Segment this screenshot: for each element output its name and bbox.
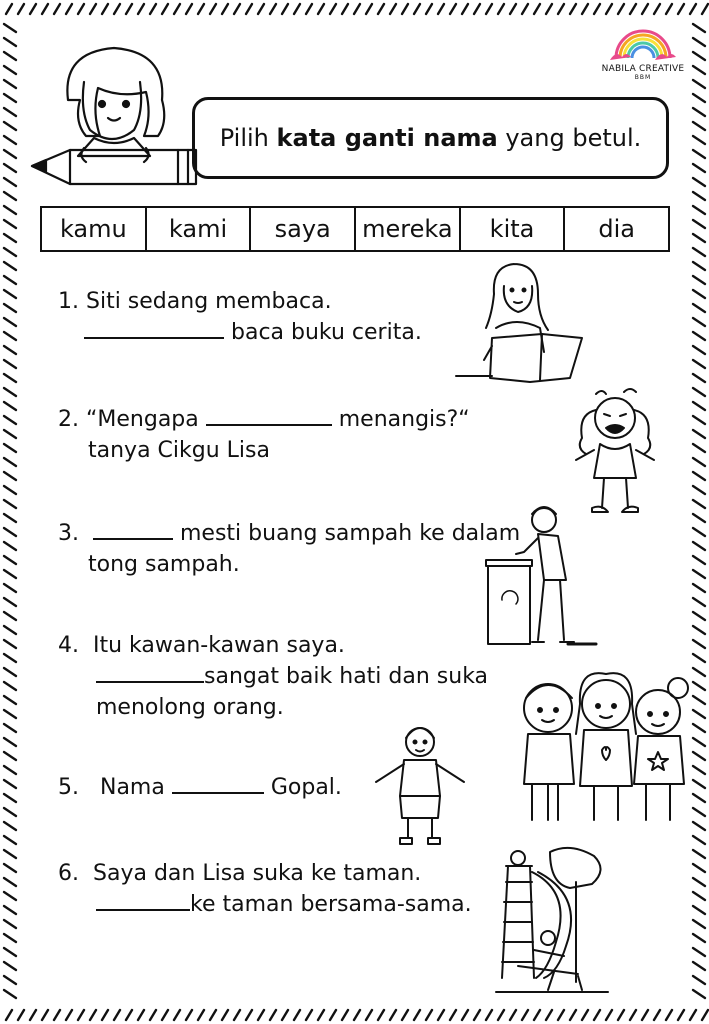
border-hatch-mark — [693, 206, 705, 214]
border-hatch-mark — [366, 1010, 372, 1020]
border-hatch-mark — [90, 4, 96, 14]
border-hatch-mark — [342, 1010, 348, 1020]
border-hatch-mark — [4, 416, 16, 424]
border-hatch-mark — [222, 1010, 228, 1020]
border-hatch-mark — [693, 934, 705, 942]
border-hatch-mark — [4, 948, 16, 956]
border-hatch-mark — [693, 150, 705, 158]
border-hatch-mark — [558, 4, 564, 14]
border-hatch-mark — [693, 626, 705, 634]
border-hatch-mark — [693, 304, 705, 312]
answer-blank[interactable] — [93, 520, 173, 540]
border-hatch-mark — [102, 4, 108, 14]
border-hatch-mark — [522, 1010, 528, 1020]
border-hatch-mark — [4, 570, 16, 578]
border-hatch-mark — [4, 150, 16, 158]
border-hatch-mark — [4, 836, 16, 844]
border-hatch-mark — [693, 388, 705, 396]
border-hatch-mark — [4, 136, 16, 144]
border-hatch-mark — [4, 486, 16, 494]
border-hatch-mark — [4, 514, 16, 522]
border-hatch-mark — [222, 4, 228, 14]
border-hatch-mark — [606, 4, 612, 14]
girl-reading-illustration — [452, 256, 592, 400]
border-hatch-mark — [693, 80, 705, 88]
border-hatch-mark — [654, 4, 660, 14]
answer-blank[interactable] — [84, 319, 224, 339]
instruction-bold: kata ganti nama — [276, 124, 498, 152]
border-hatch-mark — [4, 850, 16, 858]
border-hatch-mark — [4, 640, 16, 648]
border-hatch-mark — [510, 1010, 516, 1020]
border-hatch-mark — [582, 4, 588, 14]
border-hatch-mark — [693, 458, 705, 466]
border-hatch-mark — [690, 1010, 696, 1020]
border-hatch-mark — [4, 528, 16, 536]
border-hatch-mark — [678, 1010, 684, 1020]
border-hatch-mark — [4, 374, 16, 382]
border-hatch-mark — [450, 1010, 456, 1020]
border-hatch-mark — [693, 290, 705, 298]
border-hatch-mark — [150, 4, 156, 14]
border-hatch-mark — [630, 4, 636, 14]
border-hatch-mark — [693, 38, 705, 46]
border-hatch-mark — [90, 1010, 96, 1020]
border-hatch-mark — [4, 66, 16, 74]
border-hatch-mark — [4, 94, 16, 102]
border-hatch-mark — [66, 4, 72, 14]
border-hatch-mark — [78, 1010, 84, 1020]
border-hatch-mark — [450, 4, 456, 14]
border-hatch-mark — [78, 4, 84, 14]
border-hatch-mark — [678, 4, 684, 14]
word-bank-table — [40, 206, 670, 252]
border-hatch-mark — [390, 4, 396, 14]
border-hatch-mark — [693, 976, 705, 984]
border-hatch-mark — [693, 486, 705, 494]
border-hatch-mark — [498, 1010, 504, 1020]
border-hatch-mark — [234, 1010, 240, 1020]
border-hatch-mark — [702, 1010, 708, 1020]
border-hatch-mark — [102, 1010, 108, 1020]
border-hatch-mark — [270, 1010, 276, 1020]
border-hatch-mark — [693, 990, 705, 998]
border-hatch-mark — [693, 850, 705, 858]
border-hatch-mark — [4, 472, 16, 480]
border-hatch-mark — [4, 178, 16, 186]
border-hatch-mark — [693, 318, 705, 326]
border-hatch-mark — [606, 1010, 612, 1020]
border-hatch-mark — [4, 780, 16, 788]
word-bank-cell: mereka — [356, 208, 461, 250]
border-hatch-mark — [138, 1010, 144, 1020]
border-hatch-mark — [42, 1010, 48, 1020]
border-hatch-mark — [4, 38, 16, 46]
border-hatch-mark — [693, 640, 705, 648]
border-hatch-mark — [354, 4, 360, 14]
border-hatch-mark — [234, 4, 240, 14]
rainbow-icon — [608, 26, 678, 62]
border-hatch-mark — [4, 24, 16, 32]
border-hatch-mark — [4, 108, 16, 116]
border-hatch-mark — [546, 1010, 552, 1020]
border-hatch-mark — [4, 920, 16, 928]
border-hatch-mark — [4, 794, 16, 802]
instruction-box — [192, 97, 669, 179]
border-hatch-mark — [210, 4, 216, 14]
border-hatch-mark — [210, 1010, 216, 1020]
border-hatch-mark — [693, 654, 705, 662]
girl-with-pencil-illustration — [28, 38, 200, 188]
answer-blank[interactable] — [96, 663, 204, 683]
border-hatch-mark — [693, 374, 705, 382]
border-hatch-mark — [282, 1010, 288, 1020]
border-hatch-mark — [30, 1010, 36, 1020]
border-hatch-mark — [693, 192, 705, 200]
border-hatch-mark — [4, 248, 16, 256]
question-3: 3. mesti buang sampah ke dalam tong sampah. — [58, 521, 521, 577]
border-hatch-mark — [366, 4, 372, 14]
border-hatch-mark — [693, 164, 705, 172]
question-6: 6. Saya dan Lisa suka ke taman. ke taman bersama-sama. — [58, 861, 472, 917]
border-hatch-mark — [693, 332, 705, 340]
border-hatch-mark — [693, 514, 705, 522]
border-hatch-mark — [4, 990, 16, 998]
answer-blank[interactable] — [96, 891, 190, 911]
border-hatch-mark — [186, 4, 192, 14]
border-hatch-mark — [693, 836, 705, 844]
border-hatch-mark — [4, 864, 16, 872]
border-hatch-mark — [330, 4, 336, 14]
border-hatch-mark — [693, 878, 705, 886]
border-hatch-mark — [4, 934, 16, 942]
border-hatch-mark — [522, 4, 528, 14]
border-hatch-mark — [693, 248, 705, 256]
border-hatch-mark — [294, 1010, 300, 1020]
border-hatch-mark — [693, 906, 705, 914]
border-hatch-mark — [42, 4, 48, 14]
border-hatch-mark — [246, 4, 252, 14]
boy-with-trash-bin-illustration — [482, 500, 602, 652]
border-hatch-mark — [486, 1010, 492, 1020]
border-hatch-mark — [4, 710, 16, 718]
border-hatch-mark — [4, 654, 16, 662]
border-hatch-mark — [4, 164, 16, 172]
border-hatch-mark — [570, 4, 576, 14]
border-hatch-mark — [4, 234, 16, 242]
border-hatch-mark — [330, 1010, 336, 1020]
border-hatch-mark — [6, 4, 12, 14]
answer-blank[interactable] — [172, 774, 264, 794]
border-hatch-mark — [693, 444, 705, 452]
border-hatch-mark — [498, 4, 504, 14]
question-1: 1. Siti sedang membaca. baca buku cerita. — [58, 289, 422, 345]
question-4: 4. Itu kawan-kawan saya. sangat baik hati dan suka menolong orang. — [58, 633, 489, 720]
border-hatch-mark — [4, 612, 16, 620]
border-hatch-mark — [4, 584, 16, 592]
border-hatch-mark — [4, 766, 16, 774]
border-hatch-mark — [318, 1010, 324, 1020]
border-hatch-mark — [474, 4, 480, 14]
border-hatch-mark — [258, 1010, 264, 1020]
border-hatch-mark — [4, 724, 16, 732]
border-hatch-mark — [318, 4, 324, 14]
border-hatch-mark — [693, 402, 705, 410]
border-hatch-mark — [4, 626, 16, 634]
border-hatch-mark — [693, 556, 705, 564]
border-hatch-mark — [138, 4, 144, 14]
border-hatch-mark — [693, 94, 705, 102]
border-hatch-mark — [342, 4, 348, 14]
border-hatch-mark — [126, 4, 132, 14]
border-hatch-mark — [4, 682, 16, 690]
border-hatch-mark — [174, 1010, 180, 1020]
border-hatch-mark — [4, 304, 16, 312]
border-hatch-mark — [54, 4, 60, 14]
border-hatch-mark — [666, 1010, 672, 1020]
border-hatch-mark — [654, 1010, 660, 1020]
brand-logo — [598, 26, 688, 81]
border-hatch-mark — [282, 4, 288, 14]
border-hatch-mark — [693, 500, 705, 508]
border-hatch-mark — [414, 4, 420, 14]
question-2: 2. “Mengapa menangis?“ tanya Cikgu Lisa — [58, 407, 470, 463]
border-hatch-mark — [4, 122, 16, 130]
border-hatch-mark — [462, 4, 468, 14]
border-hatch-mark — [30, 4, 36, 14]
border-hatch-mark — [4, 402, 16, 410]
border-hatch-mark — [693, 584, 705, 592]
border-hatch-mark — [693, 136, 705, 144]
instruction-text: Pilih kata ganti nama yang betul. — [219, 124, 642, 152]
border-hatch-mark — [270, 4, 276, 14]
border-hatch-mark — [4, 458, 16, 466]
border-hatch-mark — [693, 122, 705, 130]
word-bank-cell: dia — [598, 215, 635, 243]
border-hatch-mark — [594, 1010, 600, 1020]
border-hatch-mark — [693, 360, 705, 368]
border-hatch-mark — [693, 276, 705, 284]
boy-gopal-illustration — [370, 720, 470, 850]
border-hatch-mark — [693, 472, 705, 480]
answer-blank[interactable] — [206, 406, 332, 426]
border-hatch-mark — [354, 1010, 360, 1020]
border-hatch-mark — [438, 1010, 444, 1020]
border-hatch-mark — [702, 4, 708, 14]
border-hatch-mark — [4, 822, 16, 830]
border-hatch-mark — [693, 178, 705, 186]
border-hatch-mark — [4, 696, 16, 704]
border-hatch-mark — [510, 4, 516, 14]
border-hatch-mark — [162, 4, 168, 14]
border-hatch-mark — [126, 1010, 132, 1020]
word-bank-cell: kamu — [42, 208, 147, 250]
border-hatch-mark — [438, 4, 444, 14]
border-hatch-mark — [18, 1010, 24, 1020]
border-hatch-mark — [693, 962, 705, 970]
border-hatch-mark — [4, 892, 16, 900]
border-hatch-mark — [630, 1010, 636, 1020]
border-hatch-mark — [4, 444, 16, 452]
border-hatch-mark — [693, 262, 705, 270]
border-hatch-mark — [426, 1010, 432, 1020]
border-hatch-mark — [693, 66, 705, 74]
border-hatch-mark — [693, 920, 705, 928]
border-hatch-mark — [4, 360, 16, 368]
border-hatch-mark — [66, 1010, 72, 1020]
word-bank-cell: kita — [461, 208, 566, 250]
logo-text: NABILA CREATIVE — [601, 64, 685, 74]
border-hatch-mark — [693, 612, 705, 620]
border-hatch-mark — [4, 430, 16, 438]
border-hatch-mark — [258, 4, 264, 14]
border-hatch-mark — [693, 528, 705, 536]
border-hatch-mark — [198, 4, 204, 14]
word-bank-cell: kami — [147, 208, 252, 250]
border-hatch-mark — [693, 892, 705, 900]
border-hatch-mark — [414, 1010, 420, 1020]
border-hatch-mark — [4, 500, 16, 508]
border-hatch-mark — [4, 80, 16, 88]
border-hatch-mark — [4, 206, 16, 214]
word-bank-cell: saya — [251, 208, 356, 250]
border-hatch-mark — [582, 1010, 588, 1020]
border-hatch-mark — [618, 4, 624, 14]
border-hatch-mark — [162, 1010, 168, 1020]
border-hatch-mark — [570, 1010, 576, 1020]
border-hatch-mark — [693, 570, 705, 578]
border-hatch-mark — [114, 4, 120, 14]
border-hatch-mark — [426, 4, 432, 14]
border-hatch-mark — [4, 808, 16, 816]
border-hatch-mark — [4, 752, 16, 760]
border-hatch-mark — [486, 4, 492, 14]
border-hatch-mark — [618, 1010, 624, 1020]
border-hatch-mark — [693, 542, 705, 550]
border-hatch-mark — [693, 108, 705, 116]
border-hatch-mark — [18, 4, 24, 14]
border-hatch-mark — [6, 1010, 12, 1020]
border-hatch-mark — [4, 962, 16, 970]
border-hatch-mark — [4, 318, 16, 326]
border-hatch-mark — [4, 878, 16, 886]
border-hatch-mark — [4, 276, 16, 284]
border-hatch-mark — [693, 24, 705, 32]
border-hatch-mark — [693, 52, 705, 60]
three-friends-illustration — [514, 668, 698, 832]
border-hatch-mark — [462, 1010, 468, 1020]
border-hatch-mark — [4, 192, 16, 200]
border-hatch-mark — [306, 1010, 312, 1020]
border-hatch-mark — [246, 1010, 252, 1020]
border-hatch-mark — [294, 4, 300, 14]
border-hatch-mark — [546, 4, 552, 14]
border-hatch-mark — [150, 1010, 156, 1020]
border-hatch-mark — [666, 4, 672, 14]
border-hatch-mark — [693, 220, 705, 228]
border-hatch-mark — [693, 234, 705, 242]
border-hatch-mark — [4, 542, 16, 550]
border-hatch-mark — [693, 948, 705, 956]
border-hatch-mark — [402, 4, 408, 14]
border-hatch-mark — [378, 1010, 384, 1020]
border-hatch-mark — [693, 598, 705, 606]
border-hatch-mark — [198, 1010, 204, 1020]
border-hatch-mark — [4, 346, 16, 354]
border-hatch-mark — [693, 430, 705, 438]
border-hatch-mark — [534, 1010, 540, 1020]
border-hatch-mark — [306, 4, 312, 14]
border-hatch-mark — [4, 906, 16, 914]
border-hatch-mark — [4, 220, 16, 228]
border-hatch-mark — [4, 556, 16, 564]
border-hatch-mark — [693, 416, 705, 424]
border-hatch-mark — [4, 332, 16, 340]
border-hatch-mark — [4, 52, 16, 60]
border-hatch-mark — [54, 1010, 60, 1020]
border-hatch-mark — [4, 976, 16, 984]
border-hatch-mark — [4, 598, 16, 606]
logo-subtext: BBM — [634, 74, 652, 81]
playground-slide-illustration — [494, 842, 610, 1002]
question-5: 5. Nama Gopal. — [58, 775, 342, 800]
border-hatch-mark — [4, 290, 16, 298]
border-hatch-mark — [642, 4, 648, 14]
border-hatch-mark — [693, 864, 705, 872]
border-hatch-mark — [402, 1010, 408, 1020]
border-hatch-mark — [4, 388, 16, 396]
border-hatch-mark — [174, 4, 180, 14]
border-hatch-mark — [114, 1010, 120, 1020]
border-hatch-mark — [186, 1010, 192, 1020]
border-hatch-mark — [642, 1010, 648, 1020]
border-hatch-mark — [4, 668, 16, 676]
border-hatch-mark — [390, 1010, 396, 1020]
border-hatch-mark — [690, 4, 696, 14]
border-hatch-mark — [594, 4, 600, 14]
border-hatch-mark — [4, 738, 16, 746]
border-hatch-mark — [534, 4, 540, 14]
border-hatch-mark — [693, 346, 705, 354]
border-hatch-mark — [4, 262, 16, 270]
border-hatch-mark — [558, 1010, 564, 1020]
border-hatch-mark — [474, 1010, 480, 1020]
border-hatch-mark — [378, 4, 384, 14]
